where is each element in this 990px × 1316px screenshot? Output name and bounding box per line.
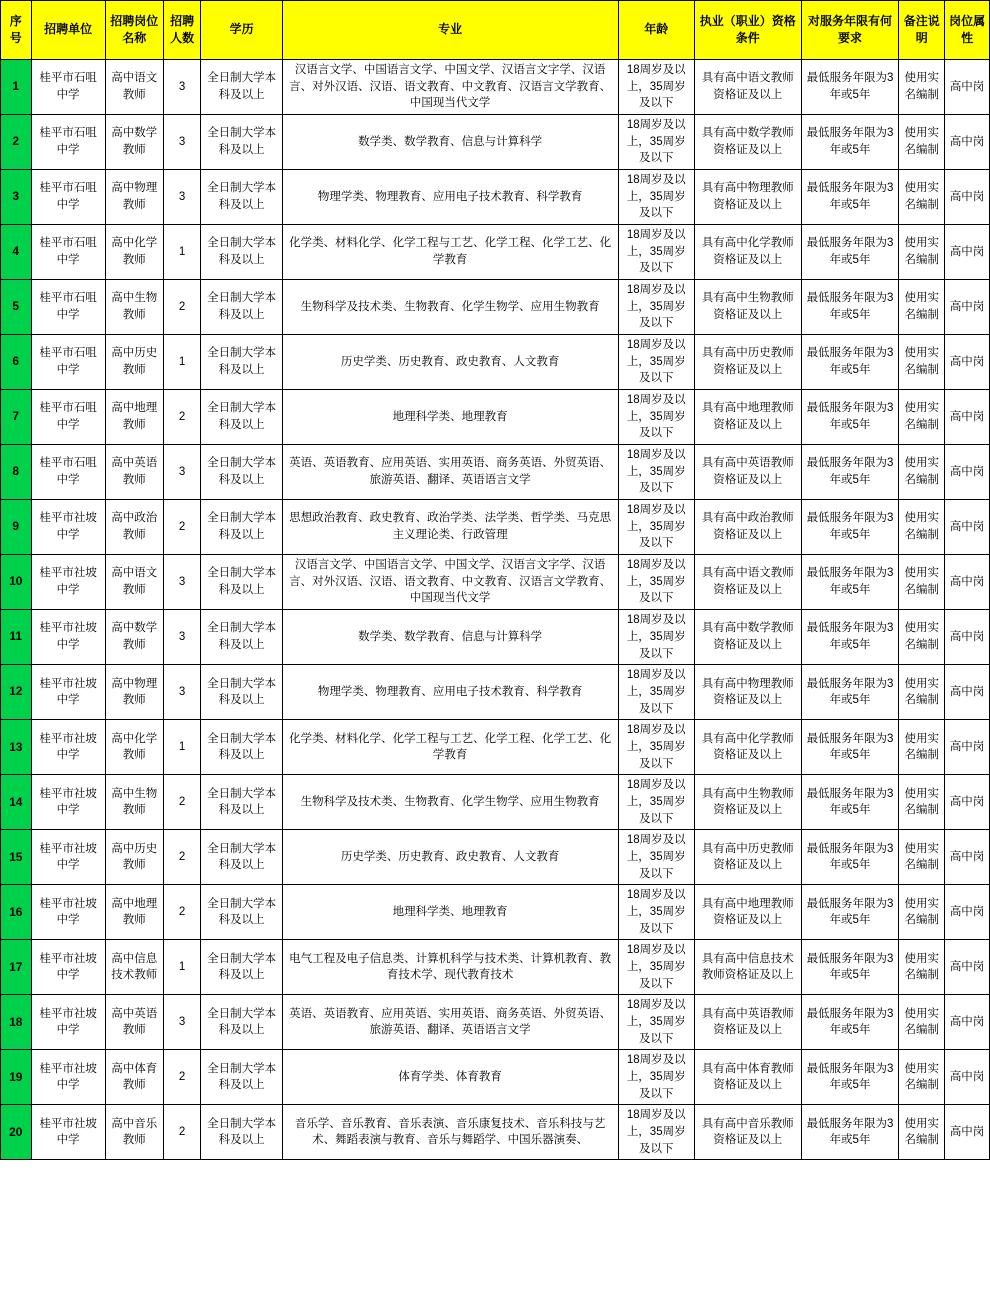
cell-remark: 使用实名编制 <box>899 335 945 390</box>
cell-attribute: 高中岗 <box>945 280 990 335</box>
cell-certificate: 具有高中体育教师资格证及以上 <box>694 1050 801 1105</box>
table-row <box>1 500 990 555</box>
cell-number: 2 <box>163 390 201 445</box>
cell-number: 3 <box>163 610 201 665</box>
cell-service-years: 最低服务年限为3年或5年 <box>801 1050 899 1105</box>
cell-attribute: 高中岗 <box>945 995 990 1050</box>
cell-certificate: 具有高中数学教师资格证及以上 <box>694 115 801 170</box>
cell-certificate: 具有高中化学教师资格证及以上 <box>694 225 801 280</box>
cell-unit: 桂平市石咀中学 <box>31 60 105 115</box>
header-row <box>1 1 990 60</box>
cell-service-years: 最低服务年限为3年或5年 <box>801 60 899 115</box>
cell-service-years: 最低服务年限为3年或5年 <box>801 115 899 170</box>
cell-age: 18周岁及以上，35周岁及以下 <box>618 445 694 500</box>
cell-certificate: 具有高中生物教师资格证及以上 <box>694 775 801 830</box>
cell-service-years: 最低服务年限为3年或5年 <box>801 500 899 555</box>
cell-seq: 7 <box>1 390 32 445</box>
cell-major: 数学类、数学教育、信息与计算科学 <box>282 610 618 665</box>
cell-remark: 使用实名编制 <box>899 885 945 940</box>
cell-age: 18周岁及以上，35周岁及以下 <box>618 280 694 335</box>
cell-seq: 13 <box>1 720 32 775</box>
cell-major: 生物科学及技术类、生物教育、化学生物学、应用生物教育 <box>282 280 618 335</box>
cell-unit: 桂平市石咀中学 <box>31 445 105 500</box>
cell-number: 1 <box>163 940 201 995</box>
cell-age: 18周岁及以上，35周岁及以下 <box>618 940 694 995</box>
cell-post: 高中语文教师 <box>105 555 163 610</box>
table-row <box>1 1050 990 1105</box>
cell-seq: 1 <box>1 60 32 115</box>
cell-attribute: 高中岗 <box>945 225 990 280</box>
table-row <box>1 390 990 445</box>
cell-seq: 12 <box>1 665 32 720</box>
cell-age: 18周岁及以上，35周岁及以下 <box>618 225 694 280</box>
cell-certificate: 具有高中音乐教师资格证及以上 <box>694 1105 801 1160</box>
cell-service-years: 最低服务年限为3年或5年 <box>801 940 899 995</box>
cell-remark: 使用实名编制 <box>899 500 945 555</box>
cell-seq: 8 <box>1 445 32 500</box>
cell-post: 高中信息技术教师 <box>105 940 163 995</box>
cell-remark: 使用实名编制 <box>899 665 945 720</box>
cell-major: 历史学类、历史教育、政史教育、人文教育 <box>282 335 618 390</box>
cell-major: 音乐学、音乐教育、音乐表演、音乐康复技术、音乐科技与艺术、舞蹈表演与教育、音乐与舞蹈学、中国乐器演奏、 <box>282 1105 618 1160</box>
cell-education: 全日制大学本科及以上 <box>201 500 282 555</box>
cell-education: 全日制大学本科及以上 <box>201 665 282 720</box>
cell-major: 数学类、数学教育、信息与计算科学 <box>282 115 618 170</box>
cell-education: 全日制大学本科及以上 <box>201 1050 282 1105</box>
cell-unit: 桂平市社坡中学 <box>31 885 105 940</box>
cell-age: 18周岁及以上，35周岁及以下 <box>618 830 694 885</box>
cell-age: 18周岁及以上，35周岁及以下 <box>618 720 694 775</box>
table-row <box>1 335 990 390</box>
cell-education: 全日制大学本科及以上 <box>201 555 282 610</box>
cell-attribute: 高中岗 <box>945 720 990 775</box>
cell-post: 高中音乐教师 <box>105 1105 163 1160</box>
cell-remark: 使用实名编制 <box>899 170 945 225</box>
cell-education: 全日制大学本科及以上 <box>201 940 282 995</box>
cell-major: 汉语言文学、中国语言文学、中国文学、汉语言文字学、汉语言、对外汉语、汉语、语文教育、中文教育、汉语言文学教育、中国现当代文学 <box>282 555 618 610</box>
cell-service-years: 最低服务年限为3年或5年 <box>801 170 899 225</box>
cell-education: 全日制大学本科及以上 <box>201 775 282 830</box>
cell-unit: 桂平市石咀中学 <box>31 335 105 390</box>
table-row <box>1 775 990 830</box>
cell-remark: 使用实名编制 <box>899 115 945 170</box>
cell-age: 18周岁及以上，35周岁及以下 <box>618 555 694 610</box>
cell-seq: 10 <box>1 555 32 610</box>
cell-certificate: 具有高中英语教师资格证及以上 <box>694 445 801 500</box>
cell-unit: 桂平市社坡中学 <box>31 940 105 995</box>
cell-education: 全日制大学本科及以上 <box>201 1105 282 1160</box>
cell-major: 汉语言文学、中国语言文学、中国文学、汉语言文字学、汉语言、对外汉语、汉语、语文教育、中文教育、汉语言文学教育、中国现当代文学 <box>282 60 618 115</box>
cell-certificate: 具有高中物理教师资格证及以上 <box>694 170 801 225</box>
cell-post: 高中物理教师 <box>105 665 163 720</box>
cell-certificate: 具有高中历史教师资格证及以上 <box>694 830 801 885</box>
cell-number: 2 <box>163 1105 201 1160</box>
cell-unit: 桂平市社坡中学 <box>31 500 105 555</box>
cell-remark: 使用实名编制 <box>899 390 945 445</box>
table-row <box>1 60 990 115</box>
cell-remark: 使用实名编制 <box>899 720 945 775</box>
cell-number: 2 <box>163 1050 201 1105</box>
header-seq: 序号 <box>1 1 32 60</box>
cell-major: 体育学类、体育教育 <box>282 1050 618 1105</box>
cell-unit: 桂平市石咀中学 <box>31 280 105 335</box>
cell-unit: 桂平市社坡中学 <box>31 1105 105 1160</box>
cell-service-years: 最低服务年限为3年或5年 <box>801 445 899 500</box>
cell-unit: 桂平市社坡中学 <box>31 555 105 610</box>
cell-post: 高中历史教师 <box>105 335 163 390</box>
header-service-years: 对服务年限有何要求 <box>801 1 899 60</box>
cell-age: 18周岁及以上，35周岁及以下 <box>618 335 694 390</box>
cell-remark: 使用实名编制 <box>899 1105 945 1160</box>
cell-attribute: 高中岗 <box>945 115 990 170</box>
cell-age: 18周岁及以上，35周岁及以下 <box>618 1105 694 1160</box>
cell-number: 2 <box>163 280 201 335</box>
cell-service-years: 最低服务年限为3年或5年 <box>801 665 899 720</box>
cell-service-years: 最低服务年限为3年或5年 <box>801 610 899 665</box>
cell-age: 18周岁及以上，35周岁及以下 <box>618 775 694 830</box>
cell-education: 全日制大学本科及以上 <box>201 445 282 500</box>
cell-post: 高中地理教师 <box>105 390 163 445</box>
cell-education: 全日制大学本科及以上 <box>201 995 282 1050</box>
cell-certificate: 具有高中地理教师资格证及以上 <box>694 885 801 940</box>
header-unit: 招聘单位 <box>31 1 105 60</box>
cell-education: 全日制大学本科及以上 <box>201 885 282 940</box>
cell-major: 历史学类、历史教育、政史教育、人文教育 <box>282 830 618 885</box>
cell-age: 18周岁及以上，35周岁及以下 <box>618 115 694 170</box>
table-row <box>1 830 990 885</box>
cell-post: 高中英语教师 <box>105 995 163 1050</box>
header-education: 学历 <box>201 1 282 60</box>
cell-certificate: 具有高中数学教师资格证及以上 <box>694 610 801 665</box>
cell-seq: 16 <box>1 885 32 940</box>
cell-number: 2 <box>163 500 201 555</box>
header-remark: 备注说明 <box>899 1 945 60</box>
cell-post: 高中生物教师 <box>105 775 163 830</box>
cell-major: 物理学类、物理教育、应用电子技术教育、科学教育 <box>282 665 618 720</box>
table-row <box>1 1105 990 1160</box>
cell-post: 高中地理教师 <box>105 885 163 940</box>
cell-education: 全日制大学本科及以上 <box>201 830 282 885</box>
cell-attribute: 高中岗 <box>945 885 990 940</box>
cell-seq: 18 <box>1 995 32 1050</box>
cell-number: 3 <box>163 115 201 170</box>
table-row <box>1 665 990 720</box>
cell-certificate: 具有高中语文教师资格证及以上 <box>694 60 801 115</box>
cell-seq: 15 <box>1 830 32 885</box>
cell-major: 物理学类、物理教育、应用电子技术教育、科学教育 <box>282 170 618 225</box>
cell-age: 18周岁及以上，35周岁及以下 <box>618 60 694 115</box>
cell-number: 3 <box>163 445 201 500</box>
table-row <box>1 225 990 280</box>
cell-post: 高中物理教师 <box>105 170 163 225</box>
table-header <box>1 1 990 60</box>
header-certificate: 执业（职业）资格条件 <box>694 1 801 60</box>
cell-remark: 使用实名编制 <box>899 225 945 280</box>
cell-unit: 桂平市社坡中学 <box>31 995 105 1050</box>
cell-remark: 使用实名编制 <box>899 60 945 115</box>
header-attribute: 岗位属性 <box>945 1 990 60</box>
cell-attribute: 高中岗 <box>945 500 990 555</box>
cell-age: 18周岁及以上，35周岁及以下 <box>618 665 694 720</box>
cell-remark: 使用实名编制 <box>899 995 945 1050</box>
cell-seq: 3 <box>1 170 32 225</box>
cell-number: 2 <box>163 885 201 940</box>
cell-service-years: 最低服务年限为3年或5年 <box>801 555 899 610</box>
cell-number: 3 <box>163 555 201 610</box>
cell-remark: 使用实名编制 <box>899 445 945 500</box>
cell-number: 2 <box>163 830 201 885</box>
cell-unit: 桂平市社坡中学 <box>31 720 105 775</box>
cell-certificate: 具有高中历史教师资格证及以上 <box>694 335 801 390</box>
cell-seq: 19 <box>1 1050 32 1105</box>
cell-service-years: 最低服务年限为3年或5年 <box>801 1105 899 1160</box>
cell-seq: 5 <box>1 280 32 335</box>
cell-number: 3 <box>163 60 201 115</box>
cell-certificate: 具有高中地理教师资格证及以上 <box>694 390 801 445</box>
cell-post: 高中英语教师 <box>105 445 163 500</box>
cell-seq: 11 <box>1 610 32 665</box>
cell-remark: 使用实名编制 <box>899 1050 945 1105</box>
cell-number: 3 <box>163 665 201 720</box>
cell-major: 电气工程及电子信息类、计算机科学与技术类、计算机教育、教育技术学、现代教育技术 <box>282 940 618 995</box>
cell-attribute: 高中岗 <box>945 60 990 115</box>
cell-age: 18周岁及以上，35周岁及以下 <box>618 885 694 940</box>
cell-unit: 桂平市社坡中学 <box>31 610 105 665</box>
cell-attribute: 高中岗 <box>945 335 990 390</box>
cell-attribute: 高中岗 <box>945 610 990 665</box>
cell-education: 全日制大学本科及以上 <box>201 610 282 665</box>
cell-seq: 4 <box>1 225 32 280</box>
cell-attribute: 高中岗 <box>945 170 990 225</box>
cell-certificate: 具有高中物理教师资格证及以上 <box>694 665 801 720</box>
cell-remark: 使用实名编制 <box>899 610 945 665</box>
table-row <box>1 280 990 335</box>
cell-service-years: 最低服务年限为3年或5年 <box>801 885 899 940</box>
cell-post: 高中化学教师 <box>105 225 163 280</box>
cell-number: 3 <box>163 995 201 1050</box>
table-row <box>1 940 990 995</box>
cell-seq: 9 <box>1 500 32 555</box>
cell-unit: 桂平市社坡中学 <box>31 830 105 885</box>
cell-unit: 桂平市社坡中学 <box>31 775 105 830</box>
cell-service-years: 最低服务年限为3年或5年 <box>801 280 899 335</box>
cell-major: 思想政治教育、政史教育、政治学类、法学类、哲学类、马克思主义理论类、行政管理 <box>282 500 618 555</box>
cell-seq: 17 <box>1 940 32 995</box>
cell-service-years: 最低服务年限为3年或5年 <box>801 720 899 775</box>
cell-remark: 使用实名编制 <box>899 775 945 830</box>
cell-attribute: 高中岗 <box>945 445 990 500</box>
cell-certificate: 具有高中英语教师资格证及以上 <box>694 995 801 1050</box>
cell-age: 18周岁及以上，35周岁及以下 <box>618 500 694 555</box>
cell-seq: 2 <box>1 115 32 170</box>
cell-post: 高中体育教师 <box>105 1050 163 1105</box>
cell-service-years: 最低服务年限为3年或5年 <box>801 775 899 830</box>
cell-service-years: 最低服务年限为3年或5年 <box>801 390 899 445</box>
cell-major: 英语、英语教育、应用英语、实用英语、商务英语、外贸英语、旅游英语、翻译、英语语言文学 <box>282 995 618 1050</box>
header-major: 专业 <box>282 1 618 60</box>
table-row <box>1 720 990 775</box>
cell-post: 高中数学教师 <box>105 115 163 170</box>
cell-education: 全日制大学本科及以上 <box>201 720 282 775</box>
cell-post: 高中历史教师 <box>105 830 163 885</box>
cell-post: 高中政治教师 <box>105 500 163 555</box>
cell-age: 18周岁及以上，35周岁及以下 <box>618 170 694 225</box>
cell-unit: 桂平市石咀中学 <box>31 115 105 170</box>
cell-attribute: 高中岗 <box>945 830 990 885</box>
cell-number: 3 <box>163 170 201 225</box>
cell-certificate: 具有高中生物教师资格证及以上 <box>694 280 801 335</box>
cell-certificate: 具有高中政治教师资格证及以上 <box>694 500 801 555</box>
table-body <box>1 60 990 1160</box>
cell-unit: 桂平市石咀中学 <box>31 390 105 445</box>
table-row <box>1 610 990 665</box>
cell-age: 18周岁及以上，35周岁及以下 <box>618 1050 694 1105</box>
cell-number: 1 <box>163 335 201 390</box>
cell-service-years: 最低服务年限为3年或5年 <box>801 995 899 1050</box>
cell-unit: 桂平市石咀中学 <box>31 170 105 225</box>
cell-service-years: 最低服务年限为3年或5年 <box>801 225 899 280</box>
cell-attribute: 高中岗 <box>945 555 990 610</box>
cell-unit: 桂平市社坡中学 <box>31 665 105 720</box>
cell-major: 地理科学类、地理教育 <box>282 390 618 445</box>
cell-education: 全日制大学本科及以上 <box>201 115 282 170</box>
cell-post: 高中语文教师 <box>105 60 163 115</box>
table-row <box>1 170 990 225</box>
cell-unit: 桂平市石咀中学 <box>31 225 105 280</box>
cell-attribute: 高中岗 <box>945 390 990 445</box>
cell-age: 18周岁及以上，35周岁及以下 <box>618 390 694 445</box>
table-row <box>1 885 990 940</box>
cell-seq: 14 <box>1 775 32 830</box>
cell-remark: 使用实名编制 <box>899 830 945 885</box>
cell-seq: 20 <box>1 1105 32 1160</box>
cell-service-years: 最低服务年限为3年或5年 <box>801 335 899 390</box>
cell-education: 全日制大学本科及以上 <box>201 280 282 335</box>
cell-age: 18周岁及以上，35周岁及以下 <box>618 995 694 1050</box>
cell-attribute: 高中岗 <box>945 1050 990 1105</box>
header-age: 年龄 <box>618 1 694 60</box>
cell-certificate: 具有高中语文教师资格证及以上 <box>694 555 801 610</box>
cell-unit: 桂平市社坡中学 <box>31 1050 105 1105</box>
cell-post: 高中化学教师 <box>105 720 163 775</box>
cell-major: 地理科学类、地理教育 <box>282 885 618 940</box>
cell-seq: 6 <box>1 335 32 390</box>
cell-major: 英语、英语教育、应用英语、实用英语、商务英语、外贸英语、旅游英语、翻译、英语语言文学 <box>282 445 618 500</box>
header-post: 招聘岗位名称 <box>105 1 163 60</box>
cell-post: 高中生物教师 <box>105 280 163 335</box>
cell-certificate: 具有高中化学教师资格证及以上 <box>694 720 801 775</box>
cell-remark: 使用实名编制 <box>899 940 945 995</box>
table-row <box>1 115 990 170</box>
cell-remark: 使用实名编制 <box>899 280 945 335</box>
cell-major: 化学类、材料化学、化学工程与工艺、化学工程、化学工艺、化学教育 <box>282 720 618 775</box>
cell-attribute: 高中岗 <box>945 940 990 995</box>
cell-education: 全日制大学本科及以上 <box>201 170 282 225</box>
cell-attribute: 高中岗 <box>945 775 990 830</box>
cell-major: 生物科学及技术类、生物教育、化学生物学、应用生物教育 <box>282 775 618 830</box>
cell-education: 全日制大学本科及以上 <box>201 335 282 390</box>
cell-service-years: 最低服务年限为3年或5年 <box>801 830 899 885</box>
cell-age: 18周岁及以上，35周岁及以下 <box>618 610 694 665</box>
header-number: 招聘人数 <box>163 1 201 60</box>
cell-attribute: 高中岗 <box>945 665 990 720</box>
cell-education: 全日制大学本科及以上 <box>201 60 282 115</box>
table-row <box>1 445 990 500</box>
cell-post: 高中数学教师 <box>105 610 163 665</box>
cell-attribute: 高中岗 <box>945 1105 990 1160</box>
cell-education: 全日制大学本科及以上 <box>201 225 282 280</box>
table-row <box>1 555 990 610</box>
cell-education: 全日制大学本科及以上 <box>201 390 282 445</box>
cell-remark: 使用实名编制 <box>899 555 945 610</box>
cell-number: 1 <box>163 720 201 775</box>
table-row <box>1 995 990 1050</box>
cell-major: 化学类、材料化学、化学工程与工艺、化学工程、化学工艺、化学教育 <box>282 225 618 280</box>
cell-number: 2 <box>163 775 201 830</box>
cell-certificate: 具有高中信息技术教师资格证及以上 <box>694 940 801 995</box>
cell-number: 1 <box>163 225 201 280</box>
